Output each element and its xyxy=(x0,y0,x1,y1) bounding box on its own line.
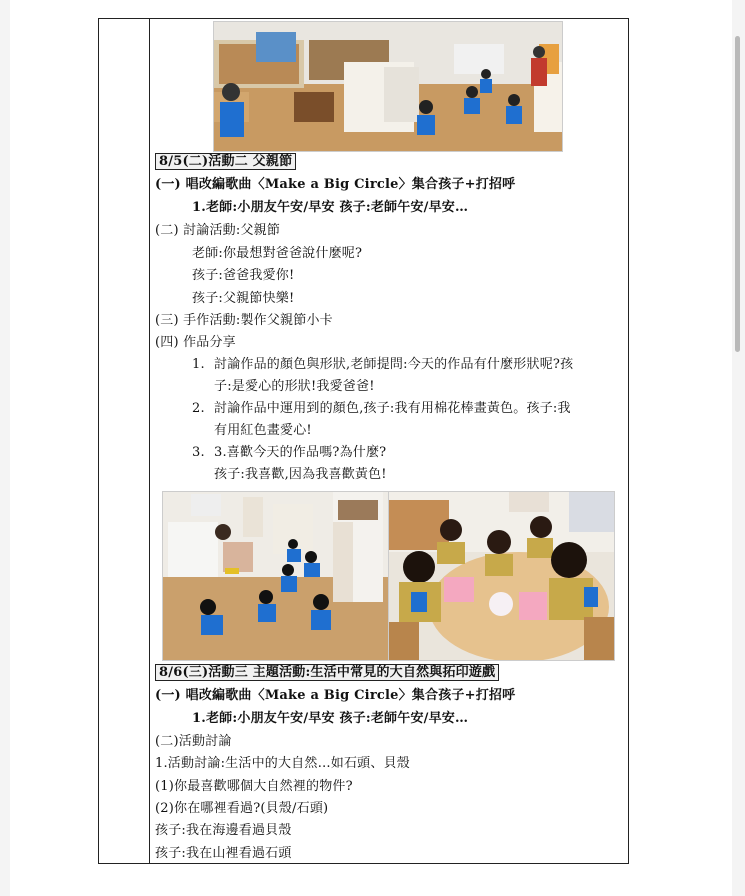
discussion-line: 孩子:父親節快樂! xyxy=(192,291,295,306)
share-item-number: 2. xyxy=(192,401,205,416)
share-item-text: 孩子:我喜歡,因為我喜歡黃色! xyxy=(214,467,387,482)
share-heading: (四) 作品分享 xyxy=(155,335,236,350)
discussion-line: (2)你在哪裡看過?(貝殼/石頭) xyxy=(155,801,329,816)
table-border-right xyxy=(628,18,629,864)
discussion-heading: (二) 討論活動:父親節 xyxy=(155,223,281,238)
discussion-line: (1)你最喜歡哪個大自然裡的物件? xyxy=(155,779,353,794)
discussion-line: 老師:你最想對爸爸說什麼呢? xyxy=(192,246,363,261)
share-item-text: 3.喜歡今天的作品嗎?為什麼? xyxy=(214,445,387,460)
greeting-line: 1.老師:小朋友午安/早安 孩子:老師午安/早安… xyxy=(192,711,469,726)
table-border-top xyxy=(98,18,629,19)
scrollbar[interactable] xyxy=(735,36,740,352)
discussion-line: 孩子:我在海邊看過貝殼 xyxy=(155,823,292,838)
share-item-text: 子:是愛心的形狀!我愛爸爸! xyxy=(214,379,375,394)
share-item-number: 3. xyxy=(192,445,205,460)
table-border-bottom xyxy=(98,863,629,864)
section-header-fathers-day: 8/5(二)活動二 父親節 xyxy=(155,153,296,171)
craft-line: (三) 手作活動:製作父親節小卡 xyxy=(155,313,333,328)
share-item-text: 討論作品的顏色與形狀,老師提問:今天的作品有什麼形狀呢?孩 xyxy=(214,357,574,372)
discussion-line: 孩子:爸爸我愛你! xyxy=(192,268,295,283)
section-header-nature-activity: 8/6(三)活動三 主題活動:生活中常見的大自然與拓印遊戲 xyxy=(155,664,499,682)
discussion-line: 1.活動討論:生活中的大自然…如石頭、貝殼 xyxy=(155,756,410,771)
greeting-line: 1.老師:小朋友午安/早安 孩子:老師午安/早安… xyxy=(192,200,469,215)
classroom-photo xyxy=(213,21,563,152)
discussion-heading: (二)活動討論 xyxy=(155,734,232,749)
table-column-divider xyxy=(149,18,150,864)
song-line: (一) 唱改編歌曲〈Make a Big Circle〉集合孩子+打招呼 xyxy=(155,177,516,192)
share-item-text: 有用紅色畫愛心! xyxy=(214,423,312,438)
table-border-left xyxy=(98,18,99,864)
discussion-line: 孩子:我在山裡看過石頭 xyxy=(155,846,292,861)
share-item-text: 討論作品中運用到的顏色,孩子:我有用棉花棒畫黃色。孩子:我 xyxy=(214,401,571,416)
children-circle-photo xyxy=(162,491,389,661)
share-item-number: 1. xyxy=(192,357,205,372)
children-table-photo xyxy=(388,491,615,661)
song-line: (一) 唱改編歌曲〈Make a Big Circle〉集合孩子+打招呼 xyxy=(155,688,516,703)
